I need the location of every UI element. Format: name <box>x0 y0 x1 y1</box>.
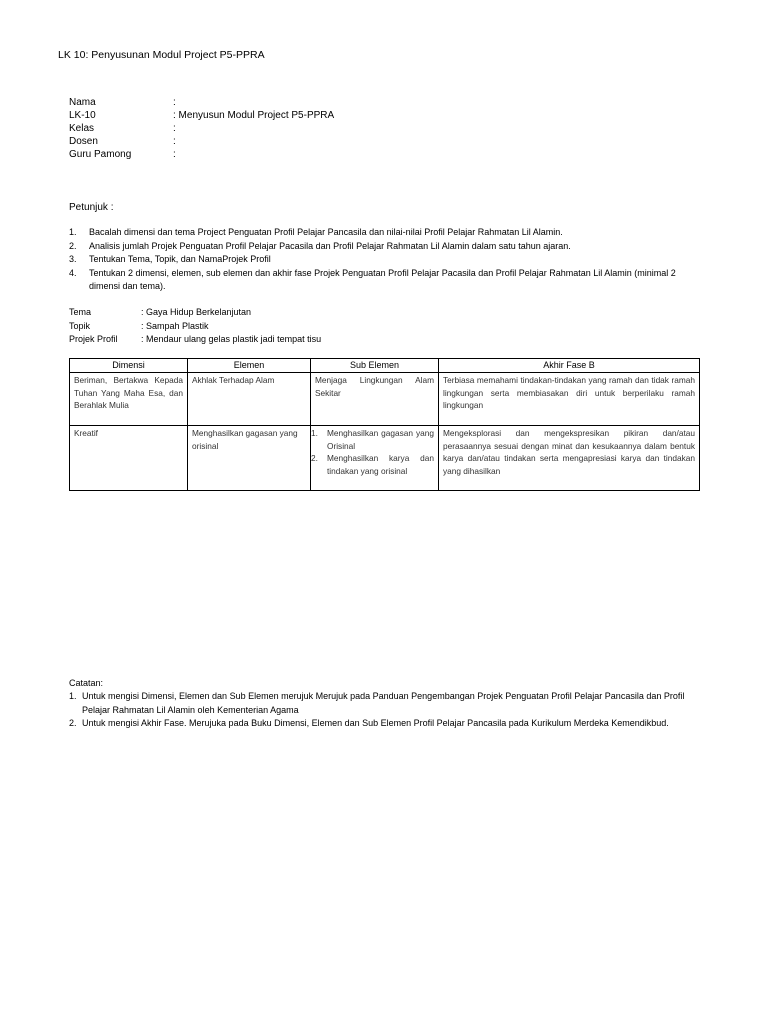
meta-label: Projek Profil <box>69 334 118 344</box>
cell-akhir-fase: Mengeksplorasi dan mengekspresikan pikiran dan/atau perasaannya sesuai dengan minat dan kesukaannya dalam bentuk karya dan/atau tindakan serta mengapresiasi karya dan tindakan yang dihasilkan <box>439 426 700 491</box>
cell-akhir-fase: Terbiasa memahami tindakan-tindakan yang ramah dan tidak ramah lingkungan serta membiasakan diri untuk berperilaku ramah lingkungan <box>439 373 700 426</box>
list-number: 2. <box>69 240 77 251</box>
header-elemen: Elemen <box>188 359 311 373</box>
note-item <box>69 690 701 717</box>
instruction-text: Bacalah dimensi dan tema Project Penguatan Profil Pelajar Pancasila dan nilai-nilai Profil Pelajar Rahmatan Lil Alamin. <box>89 227 563 237</box>
notes-heading: Catatan: <box>69 678 104 688</box>
cell-dimensi: Beriman, Bertakwa Kepada Tuhan Yang Maha Esa, dan Berahlak Mulia <box>70 373 188 426</box>
identity-value: : <box>173 149 176 160</box>
cell-dimensi: Kreatif <box>70 426 188 491</box>
instruction-item <box>69 240 709 254</box>
meta-label: Tema <box>69 307 92 317</box>
note-text: Untuk mengisi Dimensi, Elemen dan Sub Elemen merujuk Merujuk pada Panduan Pengembangan Projek Penguatan Profil Pelajar Pancasila dan Profil Pelajar Rahmatan Lil Alamin oleh Kementerian Agama <box>82 691 685 715</box>
instruction-item <box>69 226 709 240</box>
meta-row-tema <box>69 306 321 320</box>
list-number: 1. <box>69 691 77 701</box>
instruction-text: Tentukan Tema, Topik, dan NamaProjek Profil <box>89 254 271 264</box>
table-row <box>70 426 700 491</box>
identity-row-guru-pamong <box>69 148 334 161</box>
profile-table <box>69 358 700 491</box>
identity-row-kelas <box>69 122 334 135</box>
list-item <box>311 452 434 477</box>
note-text: Untuk mengisi Akhir Fase. Merujuka pada Buku Dimensi, Elemen dan Sub Elemen Profil Pelajar Pancasila pada Kurikulum Merdeka Kemendikbud. <box>82 718 669 728</box>
note-item <box>69 717 701 731</box>
meta-row-topik <box>69 320 321 334</box>
project-meta <box>69 306 321 347</box>
identity-value: : <box>173 123 176 134</box>
identity-row-dosen <box>69 135 334 148</box>
list-number: 2. <box>311 453 318 463</box>
identity-value: : <box>173 97 176 108</box>
instruction-text: Tentukan 2 dimensi, elemen, sub elemen dan akhir fase Projek Penguatan Profil Pelajar Pacasila dan Profil Pelajar Rahmatan Lil Alamin (minimal 2 dimensi dan tema). <box>89 267 676 291</box>
instruction-item <box>69 253 709 267</box>
identity-value: : <box>173 136 176 147</box>
header-akhir-fase: Akhir Fase B <box>439 359 700 373</box>
cell-sub-elemen: Menjaga Lingkungan Alam Sekitar <box>311 373 439 426</box>
meta-value: : Gaya Hidup Berkelanjutan <box>141 307 252 317</box>
document-title: LK 10: Penyusunan Modul Project P5-PPRA <box>58 49 265 61</box>
list-item <box>311 427 434 452</box>
list-number: 1. <box>69 227 77 237</box>
identity-label: Guru Pamong <box>69 149 132 160</box>
list-item-text: Menghasilkan karya dan tindakan yang orisinal <box>327 453 434 476</box>
cell-sub-elemen <box>311 426 439 491</box>
meta-label: Topik <box>69 320 91 331</box>
meta-value: : Mendaur ulang gelas plastik jadi tempat tisu <box>141 334 322 344</box>
identity-row-lk <box>69 109 334 122</box>
identity-label: LK-10 <box>69 110 96 121</box>
list-item-text: Menghasilkan gagasan yang Orisinal <box>327 428 434 451</box>
meta-value: : Sampah Plastik <box>141 320 209 331</box>
meta-row-projek-profil <box>69 333 321 347</box>
identity-block <box>69 96 334 161</box>
header-sub-elemen: Sub Elemen <box>311 359 439 373</box>
list-number: 2. <box>69 718 77 728</box>
instructions-list <box>69 226 709 294</box>
header-dimensi: Dimensi <box>70 359 188 373</box>
cell-elemen: Akhlak Terhadap Alam <box>188 373 311 426</box>
cell-elemen: Menghasilkan gagasan yang orisinal <box>188 426 311 491</box>
list-number: 3. <box>69 254 77 264</box>
instruction-item <box>69 267 709 294</box>
sub-elemen-list <box>311 427 434 477</box>
table-header-row <box>70 359 700 373</box>
instruction-text: Analisis jumlah Projek Penguatan Profil Pelajar Pacasila dan Profil Pelajar Rahmatan Lil Alamin dalam satu tahun ajaran. <box>89 240 571 251</box>
list-number: 1. <box>311 428 318 438</box>
notes-list <box>69 690 701 731</box>
identity-label: Kelas <box>69 123 95 134</box>
identity-row-nama <box>69 96 334 109</box>
identity-value: : Menyusun Modul Project P5-PPRA <box>173 110 335 121</box>
list-number: 4. <box>69 267 77 278</box>
instructions-heading: Petunjuk : <box>69 202 114 213</box>
identity-label: Dosen <box>69 136 98 147</box>
table-row <box>70 373 700 426</box>
identity-label: Nama <box>69 97 96 108</box>
